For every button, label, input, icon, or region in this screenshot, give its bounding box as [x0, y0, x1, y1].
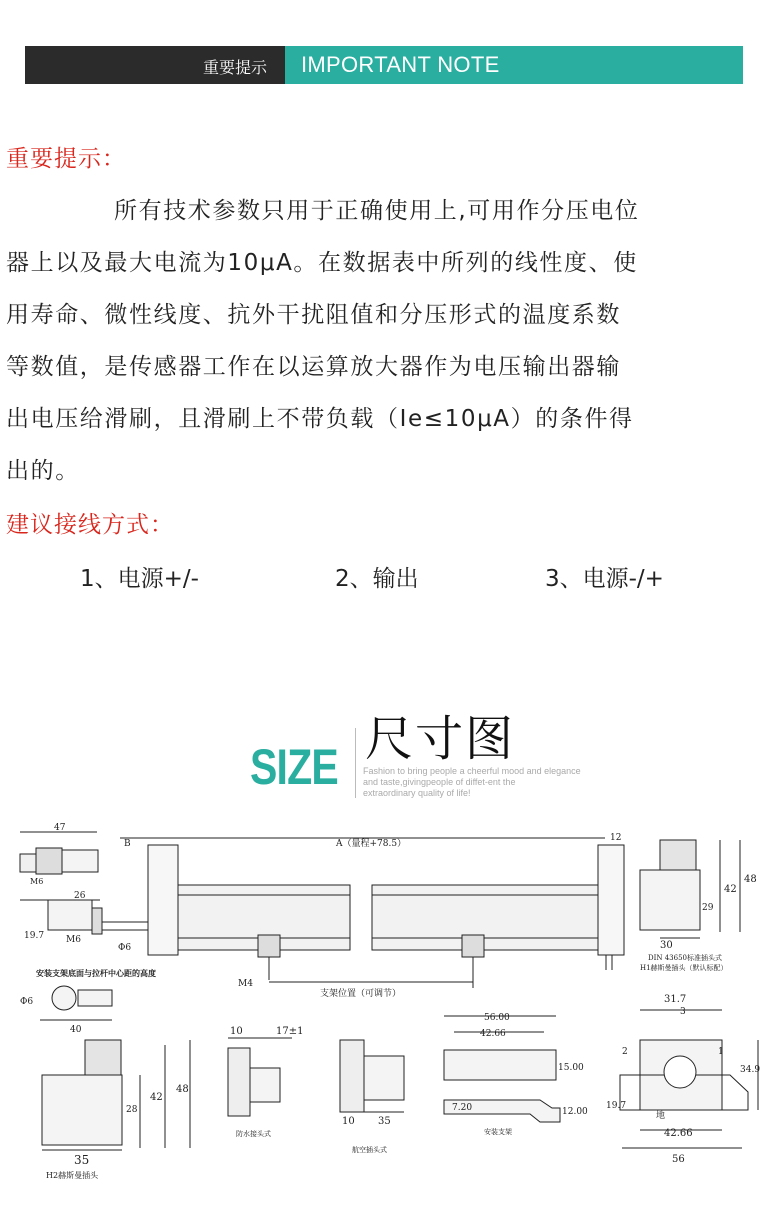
- dim-19-7-b: 19.7: [606, 1101, 627, 1111]
- din-label: DIN 43650标准插头式: [648, 954, 722, 962]
- dim-28: 28: [126, 1105, 138, 1115]
- dim-10-a: 10: [230, 1026, 243, 1037]
- note-line-6: 出的。: [6, 458, 80, 484]
- size-word: SIZE: [250, 739, 338, 795]
- pin-2: 2: [622, 1047, 628, 1057]
- h2-label: H2赫斯曼插头: [46, 1171, 99, 1180]
- note-line-3: 用寿命、微性线度、抗外干扰阻值和分压形式的温度系数: [6, 302, 621, 328]
- note-line-2: 器上以及最大电流为10μA。在数据表中所列的线性度、使: [6, 250, 638, 276]
- size-tagline: [363, 766, 581, 799]
- dim-7-20: 7.20: [452, 1103, 473, 1113]
- dim-12-00: 12.00: [562, 1107, 588, 1117]
- dim-phi6-b: Φ6: [20, 997, 34, 1007]
- wiring-heading: 建议接线方式：: [6, 512, 174, 538]
- note-line-1: 所有技术参数只用于正确使用上,可用作分压电位: [114, 198, 640, 224]
- banner-dark-block: [25, 46, 285, 84]
- dim-31-7: 31.7: [664, 994, 687, 1005]
- dim-40: 40: [70, 1025, 82, 1035]
- h1-label: H1赫斯曼插头（默认标配）: [640, 964, 728, 972]
- dim-42-66-a: 42.66: [480, 1029, 506, 1039]
- dim-12: 12: [610, 833, 622, 843]
- dim-56-00: 56.00: [484, 1013, 510, 1023]
- tagline-line-2: and taste,givingpeople of diffet-ent the: [363, 777, 516, 787]
- banner-en-title: IMPORTANT NOTE: [301, 52, 500, 77]
- dim-10-b: 10: [342, 1116, 355, 1127]
- size-divider: [355, 728, 356, 798]
- dim-30: 30: [660, 940, 673, 951]
- wiring-item-1: 1、电源+/-: [80, 566, 199, 592]
- dim-m6-top: M6: [30, 877, 44, 886]
- dim-26: 26: [74, 891, 86, 901]
- dim-17: 17±1: [276, 1026, 304, 1037]
- wiring-item-2: 2、输出: [335, 566, 419, 592]
- dim-m4: M4: [238, 979, 253, 989]
- dim-42-b: 42: [150, 1092, 163, 1103]
- dim-42-66-b: 42.66: [664, 1128, 693, 1139]
- pin-1: 1: [718, 1047, 724, 1057]
- dim-48-b: 48: [176, 1084, 189, 1095]
- dim-15-00: 15.00: [558, 1063, 584, 1073]
- tagline-line-1: Fashion to bring people a cheerful mood and elegance: [363, 766, 581, 776]
- dim-19-7-a: 19.7: [24, 931, 45, 941]
- important-note-banner: [25, 46, 743, 84]
- ground-label: 地: [656, 1111, 666, 1121]
- banner-teal-block: [285, 46, 743, 84]
- dim-35-a: 35: [378, 1116, 391, 1127]
- dim-47: 47: [54, 823, 66, 833]
- dim-35-b: 35: [74, 1153, 90, 1167]
- size-title-cn: 尺寸图: [365, 711, 516, 767]
- dim-b: B: [124, 839, 131, 849]
- bracket-label: 安装支架: [484, 1128, 512, 1136]
- support-position: 支架位置（可调节）: [320, 989, 402, 999]
- note-line-4: 等数值，是传感器工作在以运算放大器作为电压输出器输: [6, 354, 621, 380]
- dim-m6: M6: [66, 935, 81, 945]
- dim-a: A（量程+78.5）: [336, 839, 407, 849]
- waterproof-label: 防水接头式: [236, 1130, 271, 1138]
- wiring-item-3: 3、电源-/+: [545, 566, 664, 592]
- tagline-line-3: extraordinary quality of life!: [363, 788, 471, 798]
- dim-42-a: 42: [724, 884, 737, 895]
- aviation-label: 航空插头式: [352, 1146, 387, 1154]
- mount-height-note: 安装支架底面与拉杆中心距的高度: [36, 968, 156, 978]
- banner-cn-title: 重要提示: [202, 58, 267, 77]
- dim-29: 29: [702, 903, 714, 913]
- pin-3: 3: [680, 1007, 686, 1017]
- dimension-drawing: [0, 810, 774, 1210]
- dim-48-a: 48: [744, 874, 757, 885]
- note-line-5: 出电压给滑刷，且滑刷上不带负载（Ie≤10μA）的条件得: [6, 406, 634, 432]
- dim-phi6: Φ6: [118, 943, 132, 953]
- dim-34-9: 34.9: [740, 1065, 761, 1075]
- note-heading: 重要提示：: [6, 146, 126, 172]
- dim-56: 56: [672, 1154, 685, 1165]
